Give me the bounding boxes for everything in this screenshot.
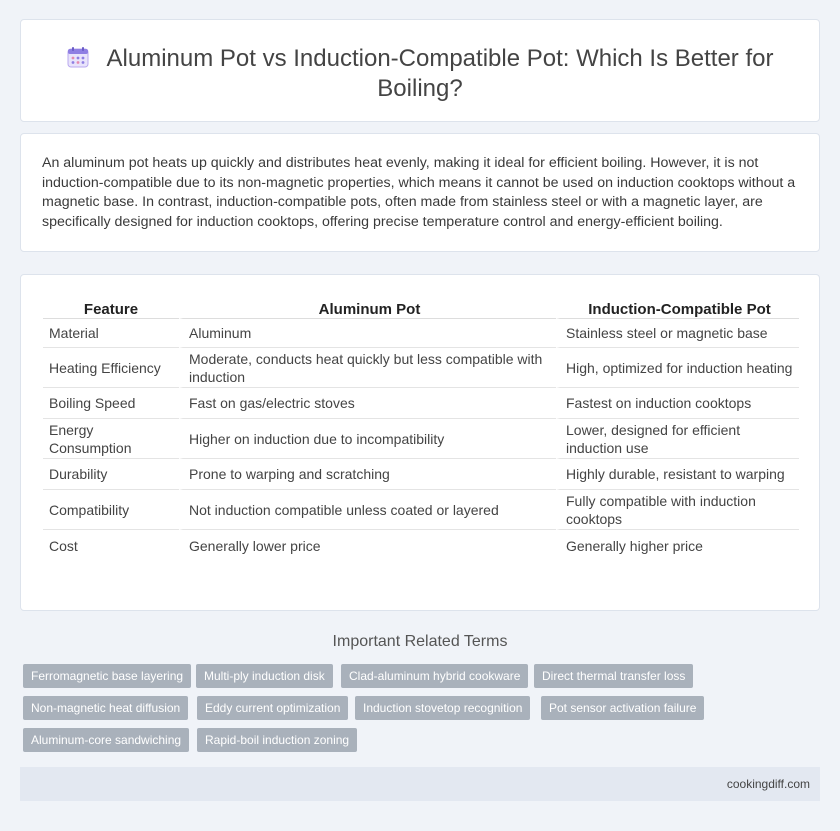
- table-cell: Highly durable, resistant to warping: [556, 459, 799, 490]
- table-cell: Fast on gas/electric stoves: [179, 388, 556, 419]
- calendar-grid-icon: [67, 46, 89, 68]
- related-term-tag[interactable]: Clad-aluminum hybrid cookware: [341, 664, 528, 688]
- table-row: [43, 348, 799, 388]
- table-cell: Heating Efficiency: [43, 348, 179, 388]
- table-cell: Lower, designed for efficient induction use: [556, 419, 799, 459]
- table-cell: Fully compatible with induction cooktops: [556, 490, 799, 530]
- footer-site-link[interactable]: cookingdiff.com: [726, 777, 810, 791]
- related-term-tag[interactable]: Induction stovetop recognition: [355, 696, 530, 720]
- table-cell: Stainless steel or magnetic base: [556, 319, 799, 348]
- table-cell: Compatibility: [43, 490, 179, 530]
- comparison-table-card: [20, 274, 820, 611]
- table-row: [43, 530, 799, 561]
- related-term-tag[interactable]: Pot sensor activation failure: [541, 696, 704, 720]
- table-header-row: [43, 297, 799, 319]
- table-cell: Boiling Speed: [43, 388, 179, 419]
- page-title-text: Aluminum Pot vs Induction-Compatible Pot: Which Is Better for Boiling?: [106, 45, 774, 102]
- intro-card: [20, 133, 820, 252]
- table-cell: Generally lower price: [179, 530, 556, 561]
- table-row: [43, 319, 799, 348]
- related-term-tag[interactable]: Non-magnetic heat diffusion: [23, 696, 188, 720]
- table-cell: Not induction compatible unless coated or layered: [179, 490, 556, 530]
- table-cell: Higher on induction due to incompatibility: [179, 419, 556, 459]
- related-term-tag[interactable]: Rapid-boil induction zoning: [197, 728, 357, 752]
- table-cell: Durability: [43, 459, 179, 490]
- table-cell: Aluminum: [179, 319, 556, 348]
- table-row: [43, 419, 799, 459]
- related-terms-heading: Important Related Terms: [332, 633, 508, 650]
- intro-paragraph: An aluminum pot heats up quickly and distributes heat evenly, making it ideal for efficient boiling. However, it is not induction-compatible due to its non-magnetic properties, which means it cannot be used on induction cooktops without a magnetic base. In contrast, induction-compatible pots, often made from stainless steel or with a magnetic layer, are specifically designed for induction cooktops, offering precise temperature control and energy-efficient boiling.: [42, 155, 796, 230]
- column-header-induction-pot: Induction-Compatible Pot: [556, 297, 799, 319]
- header-card: [20, 19, 820, 122]
- related-term-tag[interactable]: Multi-ply induction disk: [196, 664, 333, 688]
- table-row: [43, 459, 799, 490]
- related-term-tag[interactable]: Eddy current optimization: [197, 696, 348, 720]
- table-cell: Prone to warping and scratching: [179, 459, 556, 490]
- footer-bar: [20, 767, 820, 801]
- table-cell: High, optimized for induction heating: [556, 348, 799, 388]
- table-row: [43, 388, 799, 419]
- table-cell: Cost: [49, 537, 78, 554]
- table-row: [43, 490, 799, 530]
- table-cell: Fastest on induction cooktops: [556, 388, 799, 419]
- table-cell: Energy Consumption: [43, 419, 179, 459]
- column-header-feature: Feature: [43, 297, 179, 319]
- related-term-tag[interactable]: Ferromagnetic base layering: [23, 664, 191, 688]
- page-title: [21, 44, 819, 104]
- column-header-aluminum-pot: Aluminum Pot: [179, 297, 556, 319]
- related-term-tag[interactable]: Direct thermal transfer loss: [534, 664, 693, 688]
- table-cell: Generally higher price: [556, 530, 799, 561]
- comparison-table: [43, 297, 799, 561]
- related-term-tag[interactable]: Aluminum-core sandwiching: [23, 728, 189, 752]
- table-cell: Moderate, conducts heat quickly but less compatible with induction: [179, 348, 556, 388]
- table-cell: Material: [43, 319, 179, 348]
